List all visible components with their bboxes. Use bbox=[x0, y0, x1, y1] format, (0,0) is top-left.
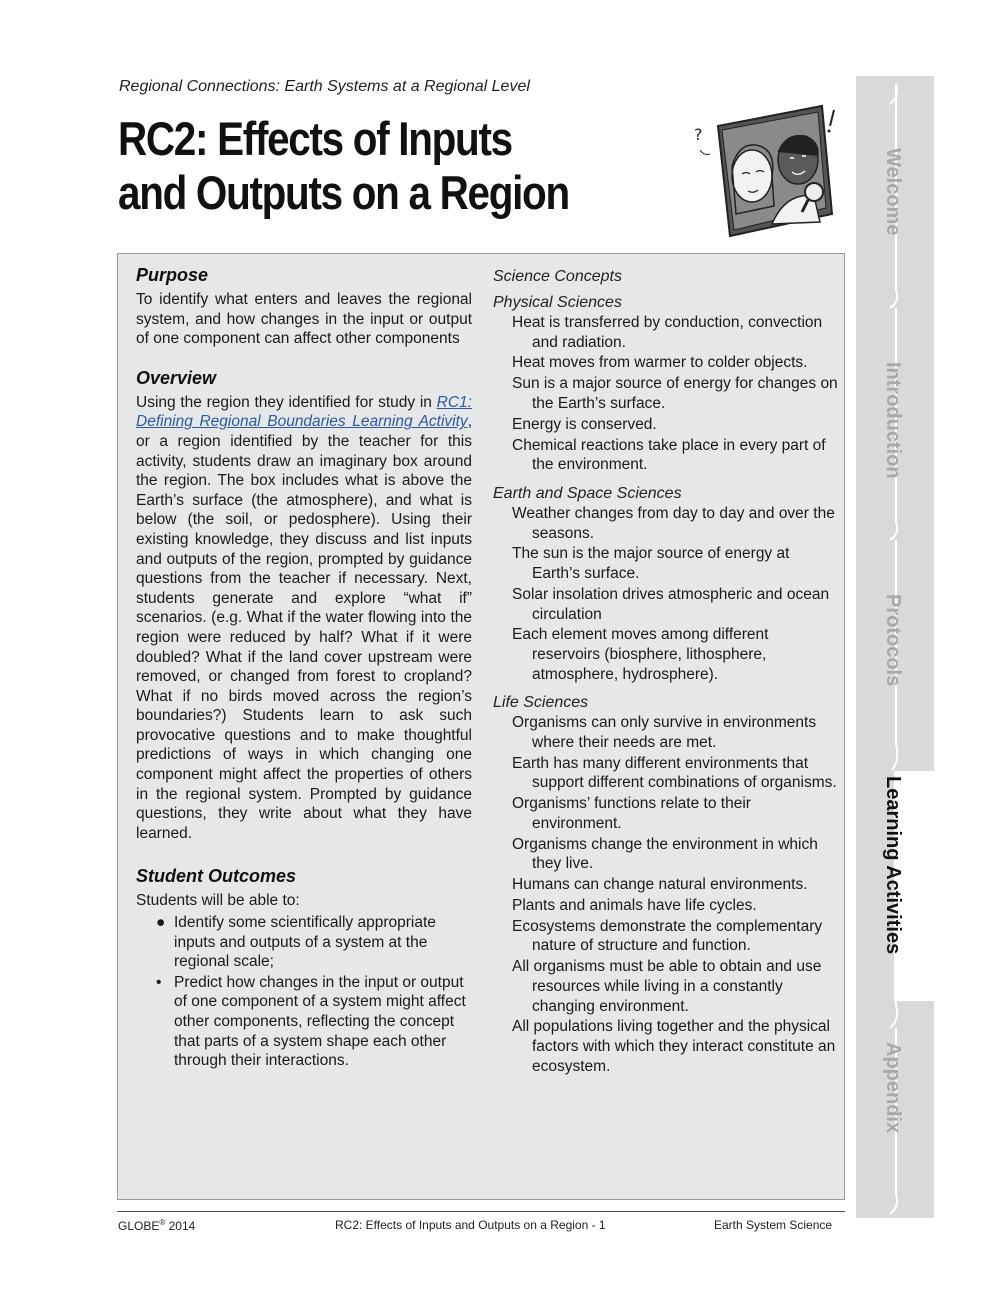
concept-item: Humans can change natural environments. bbox=[512, 876, 808, 894]
footer-left bbox=[118, 1218, 195, 1233]
concept-item: Sun is a major source of energy for changes on the Earth’s surface. bbox=[512, 375, 838, 412]
purpose-heading: Purpose bbox=[136, 265, 209, 285]
overview-text-start: Using the region they identified for study in bbox=[136, 393, 437, 411]
outcome-text: Predict how changes in the input or output of one component of a system might affect other components, reflecting the concept that parts of a system shape each other through their interactions. bbox=[174, 973, 466, 1070]
concept-item: The sun is the major source of energy at Earth’s surface. bbox=[512, 545, 790, 583]
overview-text bbox=[136, 393, 472, 844]
series-title: Regional Connections: Earth Systems at a Regional Level bbox=[119, 78, 530, 95]
tab-learning-activities[interactable]: Learning Activities bbox=[882, 776, 904, 955]
students-illustration bbox=[690, 96, 840, 246]
concept-item: Ecosystems demonstrate the complementary nature of structure and function. bbox=[512, 917, 823, 955]
left-column bbox=[136, 264, 472, 1072]
physical-sciences-list bbox=[493, 313, 838, 475]
concept-item: Earth has many different environments that support different combinations of organisms. bbox=[512, 754, 837, 792]
concept-item: Organisms’ functions relate to their environment. bbox=[512, 795, 751, 832]
outcomes-intro: Students will be able to: bbox=[136, 892, 300, 910]
concept-item: Each element moves among different reservoirs (biosphere, lithosphere, atmosphere, hydrosphere). bbox=[512, 626, 769, 683]
footer-registered-mark: ® bbox=[159, 1218, 166, 1227]
footer-globe: GLOBE bbox=[118, 1219, 160, 1233]
outcome-item bbox=[136, 973, 472, 1071]
concept-item: Weather changes from day to day and over the seasons. bbox=[512, 504, 835, 542]
concept-item: Chemical reactions take place in every part of the environment. bbox=[512, 436, 826, 474]
title-line-1: RC2: Effects of Inputs bbox=[118, 112, 512, 165]
tab-welcome[interactable]: Welcome bbox=[882, 148, 904, 236]
concept-item: Organisms can only survive in environments where their needs are met. bbox=[512, 714, 817, 751]
footer-year: 2014 bbox=[168, 1219, 196, 1233]
bullet-marker: ● bbox=[156, 914, 166, 932]
tab-protocols[interactable]: Protocols bbox=[882, 594, 904, 687]
tab-appendix[interactable]: Appendix bbox=[882, 1042, 904, 1134]
overview-text-rest: , or a region identified by the teacher for this activity, students draw an imaginary box around the region. The box includes what is above the Earth’s surface (the atmosphere), and what is below (the soil, or pedosphere). Using their existing knowledge, they discuss and list inputs and outputs of the region, prompted by guidance questions from the teacher if necessary. Next, students generate and explore “what if” scenarios. (e.g. What if the water flowing into the region were reduced by half? What if it were doubled? What if the land cover upstream were removed, or changed from forest to cropland? What if no birds moved across the region’s boundaries?) Students learn to ask such provocative questions and to make thoughtful predictions of ways in which changing one component might affect the properties of others in the regional system. Prompted by guidance questions, they write about what they have learned. bbox=[136, 413, 472, 842]
concept-item: All organisms must be able to obtain and use resources while living in a constantly changing environment. bbox=[512, 958, 822, 1015]
purpose-text: To identify what enters and leaves the regional system, and how changes in the input or output of one component can affect other components bbox=[136, 291, 472, 348]
science-concepts-heading: Science Concepts bbox=[493, 268, 622, 285]
rc1-activity-link[interactable]: RC1: Defining Regional Boundaries Learning Activity bbox=[136, 393, 472, 431]
concept-item: Organisms change the environment in which they live. bbox=[512, 835, 818, 873]
earth-space-sciences-label: Earth and Space Sciences bbox=[493, 484, 682, 502]
tab-introduction[interactable]: Introduction bbox=[882, 362, 904, 479]
life-sciences-list bbox=[493, 713, 838, 1076]
concept-item: All populations living together and the physical factors with which they interact constitute an ecosystem. bbox=[512, 1018, 836, 1075]
footer-center: RC2: Effects of Inputs and Outputs on a Region - 1 bbox=[335, 1218, 606, 1232]
earth-space-sciences-list bbox=[493, 504, 838, 684]
concept-item: Solar insolation drives atmospheric and ocean circulation bbox=[512, 585, 830, 623]
outcomes-heading: Student Outcomes bbox=[136, 866, 297, 887]
overview-heading: Overview bbox=[136, 367, 217, 388]
svg-text:?: ? bbox=[694, 125, 703, 144]
section-tabs bbox=[856, 76, 934, 1218]
concept-item: Plants and animals have life cycles. bbox=[512, 897, 757, 914]
physical-sciences-label: Physical Sciences bbox=[493, 294, 622, 311]
activity-summary-panel bbox=[117, 253, 845, 1200]
outcome-text: Identify some scientifically appropriate inputs and outputs of a system at the regional scale; bbox=[174, 914, 436, 971]
title-line-2: and Outputs on a Region bbox=[118, 166, 569, 219]
page-title bbox=[118, 112, 569, 220]
concept-item: Energy is conserved. bbox=[512, 415, 657, 433]
right-column bbox=[493, 266, 838, 1078]
footer-right: Earth System Science bbox=[714, 1218, 833, 1232]
concept-item: Heat is transferred by conduction, convection and radiation. bbox=[512, 314, 823, 351]
outcomes-list bbox=[136, 913, 472, 1071]
footer-rule bbox=[117, 1211, 845, 1212]
outcome-item bbox=[136, 913, 472, 972]
bullet-marker: • bbox=[156, 973, 162, 991]
concept-item: Heat moves from warmer to colder objects. bbox=[512, 354, 808, 372]
life-sciences-label: Life Sciences bbox=[493, 694, 589, 712]
